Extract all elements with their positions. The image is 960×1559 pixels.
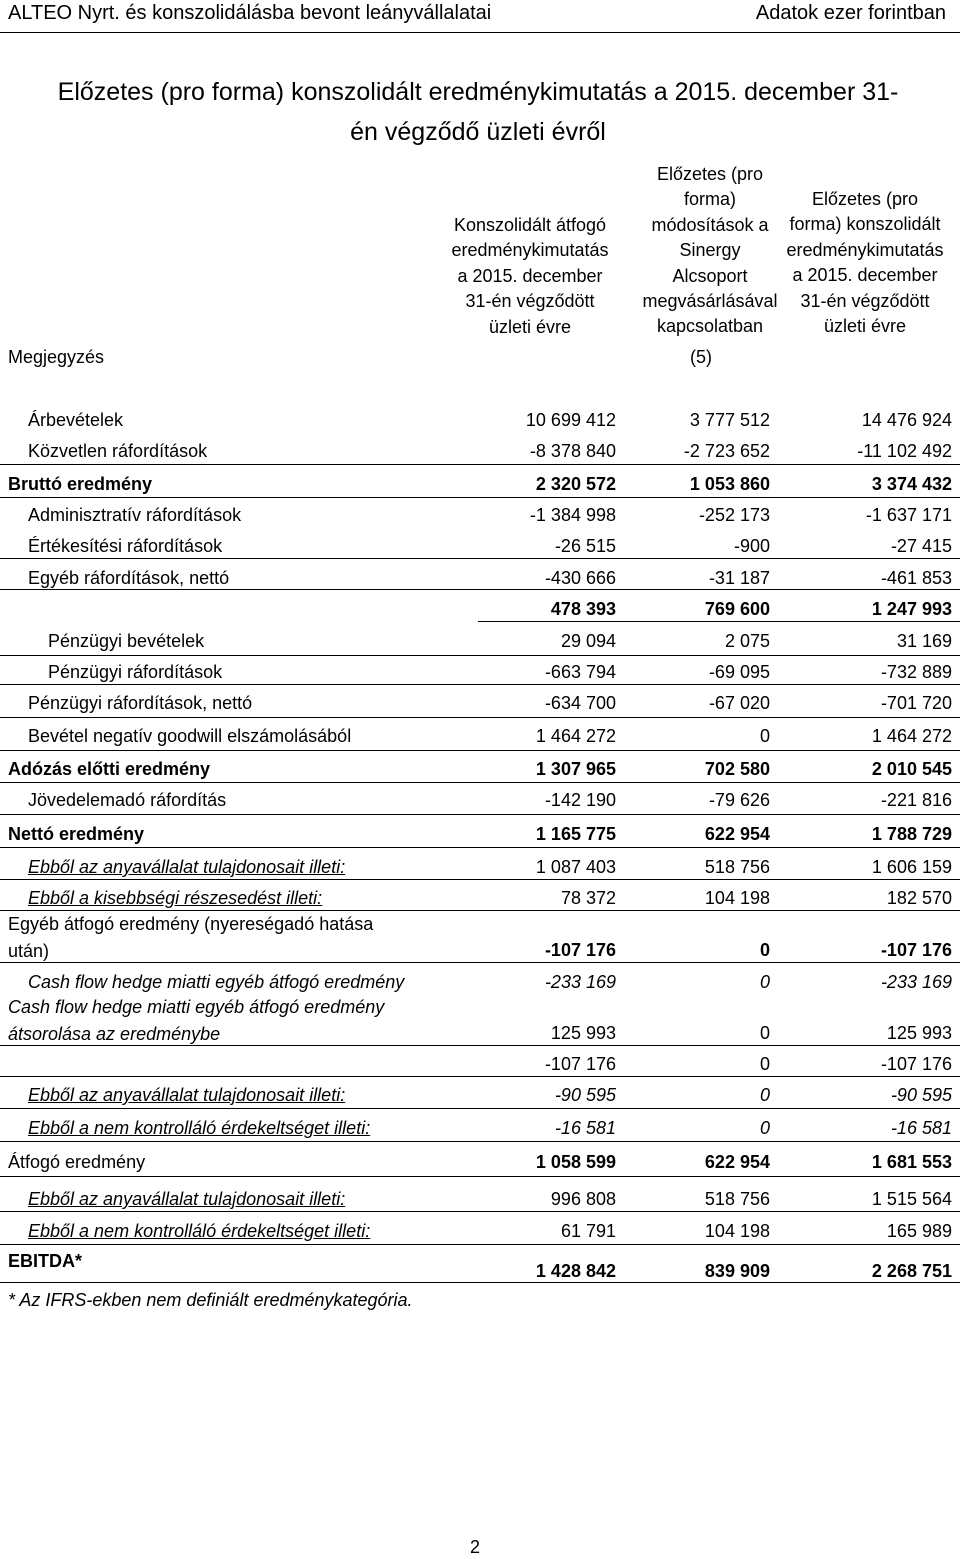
row-value-col3: 182 570 [886,888,952,908]
column-header-1: Konszolidált átfogó eredménykimutatás a 2015. december 31-én végződött üzleti évre [451,215,609,337]
row-value-col2: 702 580 [704,759,770,779]
row-label: Értékesítési ráfordítások [28,536,223,556]
row-divider [0,497,960,498]
row-divider [0,684,960,685]
row-value-col3: -701 720 [880,693,952,713]
row-label: Ebből az anyavállalat tulajdonosait illeti: [28,1189,346,1209]
row-label: Pénzügyi bevételek [48,631,205,651]
row-value-col1: -663 794 [544,662,616,682]
row-label: Pénzügyi ráfordítások, nettó [28,693,253,713]
row-value-col2: -67 020 [708,693,770,713]
row-value-col1: 1 165 775 [535,824,616,844]
row-value-col3: -221 816 [880,790,952,810]
row-value-col1: -430 666 [544,568,616,588]
row-value-col3: 2 010 545 [871,759,952,779]
row-value-col3: 3 374 432 [871,474,952,494]
row-label: Cash flow hedge miatti egyéb átfogó eredmény átsorolása az eredménybe [8,997,385,1044]
row-value-col2: 0 [759,1118,770,1138]
row-label: Ebből a nem kontrolláló érdekeltséget illeti: [28,1118,371,1138]
row-divider [0,464,960,465]
row-label: Egyéb ráfordítások, nettó [28,568,230,588]
row-value-col3: -27 415 [890,536,952,556]
row-value-col1: 1 058 599 [535,1152,616,1172]
row-divider [0,1141,960,1142]
row-value-col2: -79 626 [708,790,770,810]
row-divider [0,1176,960,1177]
row-label: Bruttó eredmény [8,474,153,494]
row-divider [0,879,960,880]
row-divider [0,962,960,963]
row-value-col3: 165 989 [886,1221,952,1241]
row-value-col1: 1 307 965 [535,759,616,779]
row-divider [0,1211,960,1212]
row-value-col3: 1 788 729 [871,824,952,844]
row-value-col3: -1 637 171 [865,505,952,525]
unit-note: Adatok ezer forintban [755,2,946,24]
row-value-col2: 0 [759,1054,770,1074]
row-value-col3: -16 581 [890,1118,952,1138]
row-value-col2: 622 954 [704,1152,770,1172]
row-value-col1: -142 190 [544,790,616,810]
row-value-col3: 1 606 159 [871,857,952,877]
row-value-col1: 78 372 [560,888,616,908]
row-value-col2: 0 [759,1085,770,1105]
row-value-col1: -107 176 [544,940,616,960]
row-divider [0,910,960,911]
row-value-col1: 125 993 [550,1023,616,1043]
page-number: 2 [470,1537,481,1557]
row-label: Cash flow hedge miatti egyéb átfogó eredmény [28,972,405,992]
row-divider [0,750,960,751]
row-label: Nettó eredmény [8,824,145,844]
row-value-col2: -900 [733,536,770,556]
row-value-col2: 0 [759,972,770,992]
row-value-col1: 29 094 [560,631,616,651]
row-value-col3: -732 889 [880,662,952,682]
row-value-col2: 0 [759,726,770,746]
row-value-col3: -11 102 492 [857,441,952,461]
row-label: Átfogó eredmény [8,1152,146,1172]
row-value-col1: -26 515 [554,536,616,556]
row-value-col1: -1 384 998 [529,505,616,525]
row-value-col1: 996 808 [550,1189,616,1209]
row-divider [478,621,960,622]
row-value-col1: -16 581 [554,1118,616,1138]
row-value-col3: -107 176 [880,940,952,960]
row-label: Pénzügyi ráfordítások [48,662,223,682]
row-value-col3: 1 681 553 [871,1152,952,1172]
note-label: Megjegyzés [8,347,105,367]
footnote: * Az IFRS-ekben nem definiált eredménykategória. [8,1290,413,1310]
row-value-col3: 1 515 564 [871,1189,952,1209]
row-value-col1: 1 464 272 [535,726,616,746]
row-value-col2: -252 173 [698,505,770,525]
row-value-col3: 1 464 272 [871,726,952,746]
row-value-col3: 31 169 [896,631,952,651]
row-label: Egyéb átfogó eredmény (nyereségadó hatása után) [8,914,374,961]
row-value-col3: -107 176 [880,1054,952,1074]
row-divider [0,1282,960,1283]
row-value-col1: 478 393 [550,599,616,619]
row-label: Adózás előtti eredmény [8,759,211,779]
column-header-2: Előzetes (pro forma) módosítások a Sinergy Alcsoport megvásárlásával kapcsolatban [642,164,778,337]
row-value-col1: 10 699 412 [525,410,616,430]
row-value-col2: 622 954 [704,824,770,844]
row-value-col2: 104 198 [704,1221,770,1241]
title-line-2: én végződő üzleti évről [350,118,606,146]
company-name: ALTEO Nyrt. és konszolidálásba bevont leányvállalatai [8,2,492,24]
row-value-col2: 104 198 [704,888,770,908]
note-reference: (5) [690,347,712,367]
row-label: Jövedelemadó ráfordítás [28,790,227,810]
row-divider [0,1045,960,1046]
title-line-1: Előzetes (pro forma) konszolidált eredménykimutatás a 2015. december 31- [57,78,899,106]
row-divider [0,589,960,590]
column-header-3: Előzetes (pro forma) konszolidált eredménykimutatás a 2015. december 31-én végződött üzleti évre [786,189,944,337]
row-value-col3: 1 247 993 [871,599,952,619]
row-divider [0,1076,960,1077]
row-value-col3: 14 476 924 [861,410,952,430]
row-value-col2: 3 777 512 [689,410,770,430]
row-value-col1: 1 428 842 [535,1261,616,1281]
row-value-col2: 769 600 [704,599,770,619]
row-divider [0,655,960,656]
row-label: Ebből az anyavállalat tulajdonosait illeti: [28,857,346,877]
row-label: Bevétel negatív goodwill elszámolásából [28,726,352,746]
row-value-col3: -90 595 [890,1085,952,1105]
row-divider [0,847,960,848]
row-value-col3: -233 169 [880,972,952,992]
row-value-col1: -233 169 [544,972,616,992]
row-divider [0,814,960,815]
row-divider [0,1244,960,1245]
row-value-col2: 518 756 [704,857,770,877]
row-value-col1: -107 176 [544,1054,616,1074]
row-value-col1: 61 791 [560,1221,616,1241]
page-header [0,0,960,33]
row-value-col2: 518 756 [704,1189,770,1209]
row-value-col2: 0 [759,1023,770,1043]
row-value-col2: 839 909 [704,1261,770,1281]
row-value-col2: 2 075 [724,631,770,651]
row-value-col3: -461 853 [880,568,952,588]
row-label: Ebből a nem kontrolláló érdekeltséget illeti: [28,1221,371,1241]
row-value-col3: 125 993 [886,1023,952,1043]
row-value-col2: 0 [759,940,770,960]
row-value-col2: 1 053 860 [689,474,770,494]
row-value-col1: 2 320 572 [535,474,616,494]
row-divider [0,558,960,559]
row-label: Árbevételek [28,410,124,430]
page-title [8,72,948,152]
row-divider [0,717,960,718]
row-label: EBITDA* [8,1251,83,1271]
row-value-col1: 1 087 403 [535,857,616,877]
row-label: Közvetlen ráfordítások [28,441,208,461]
row-label: Ebből a kisebbségi részesedést illeti: [28,888,323,908]
row-value-col1: -90 595 [554,1085,616,1105]
row-divider [0,782,960,783]
row-value-col1: -634 700 [544,693,616,713]
row-label: Ebből az anyavállalat tulajdonosait illeti: [28,1085,346,1105]
row-value-col2: -2 723 652 [683,441,770,461]
row-label: Adminisztratív ráfordítások [28,505,242,525]
row-divider [0,1108,960,1109]
row-value-col3: 2 268 751 [871,1261,952,1281]
row-value-col2: -69 095 [708,662,770,682]
row-value-col2: -31 187 [708,568,770,588]
row-value-col1: -8 378 840 [529,441,616,461]
